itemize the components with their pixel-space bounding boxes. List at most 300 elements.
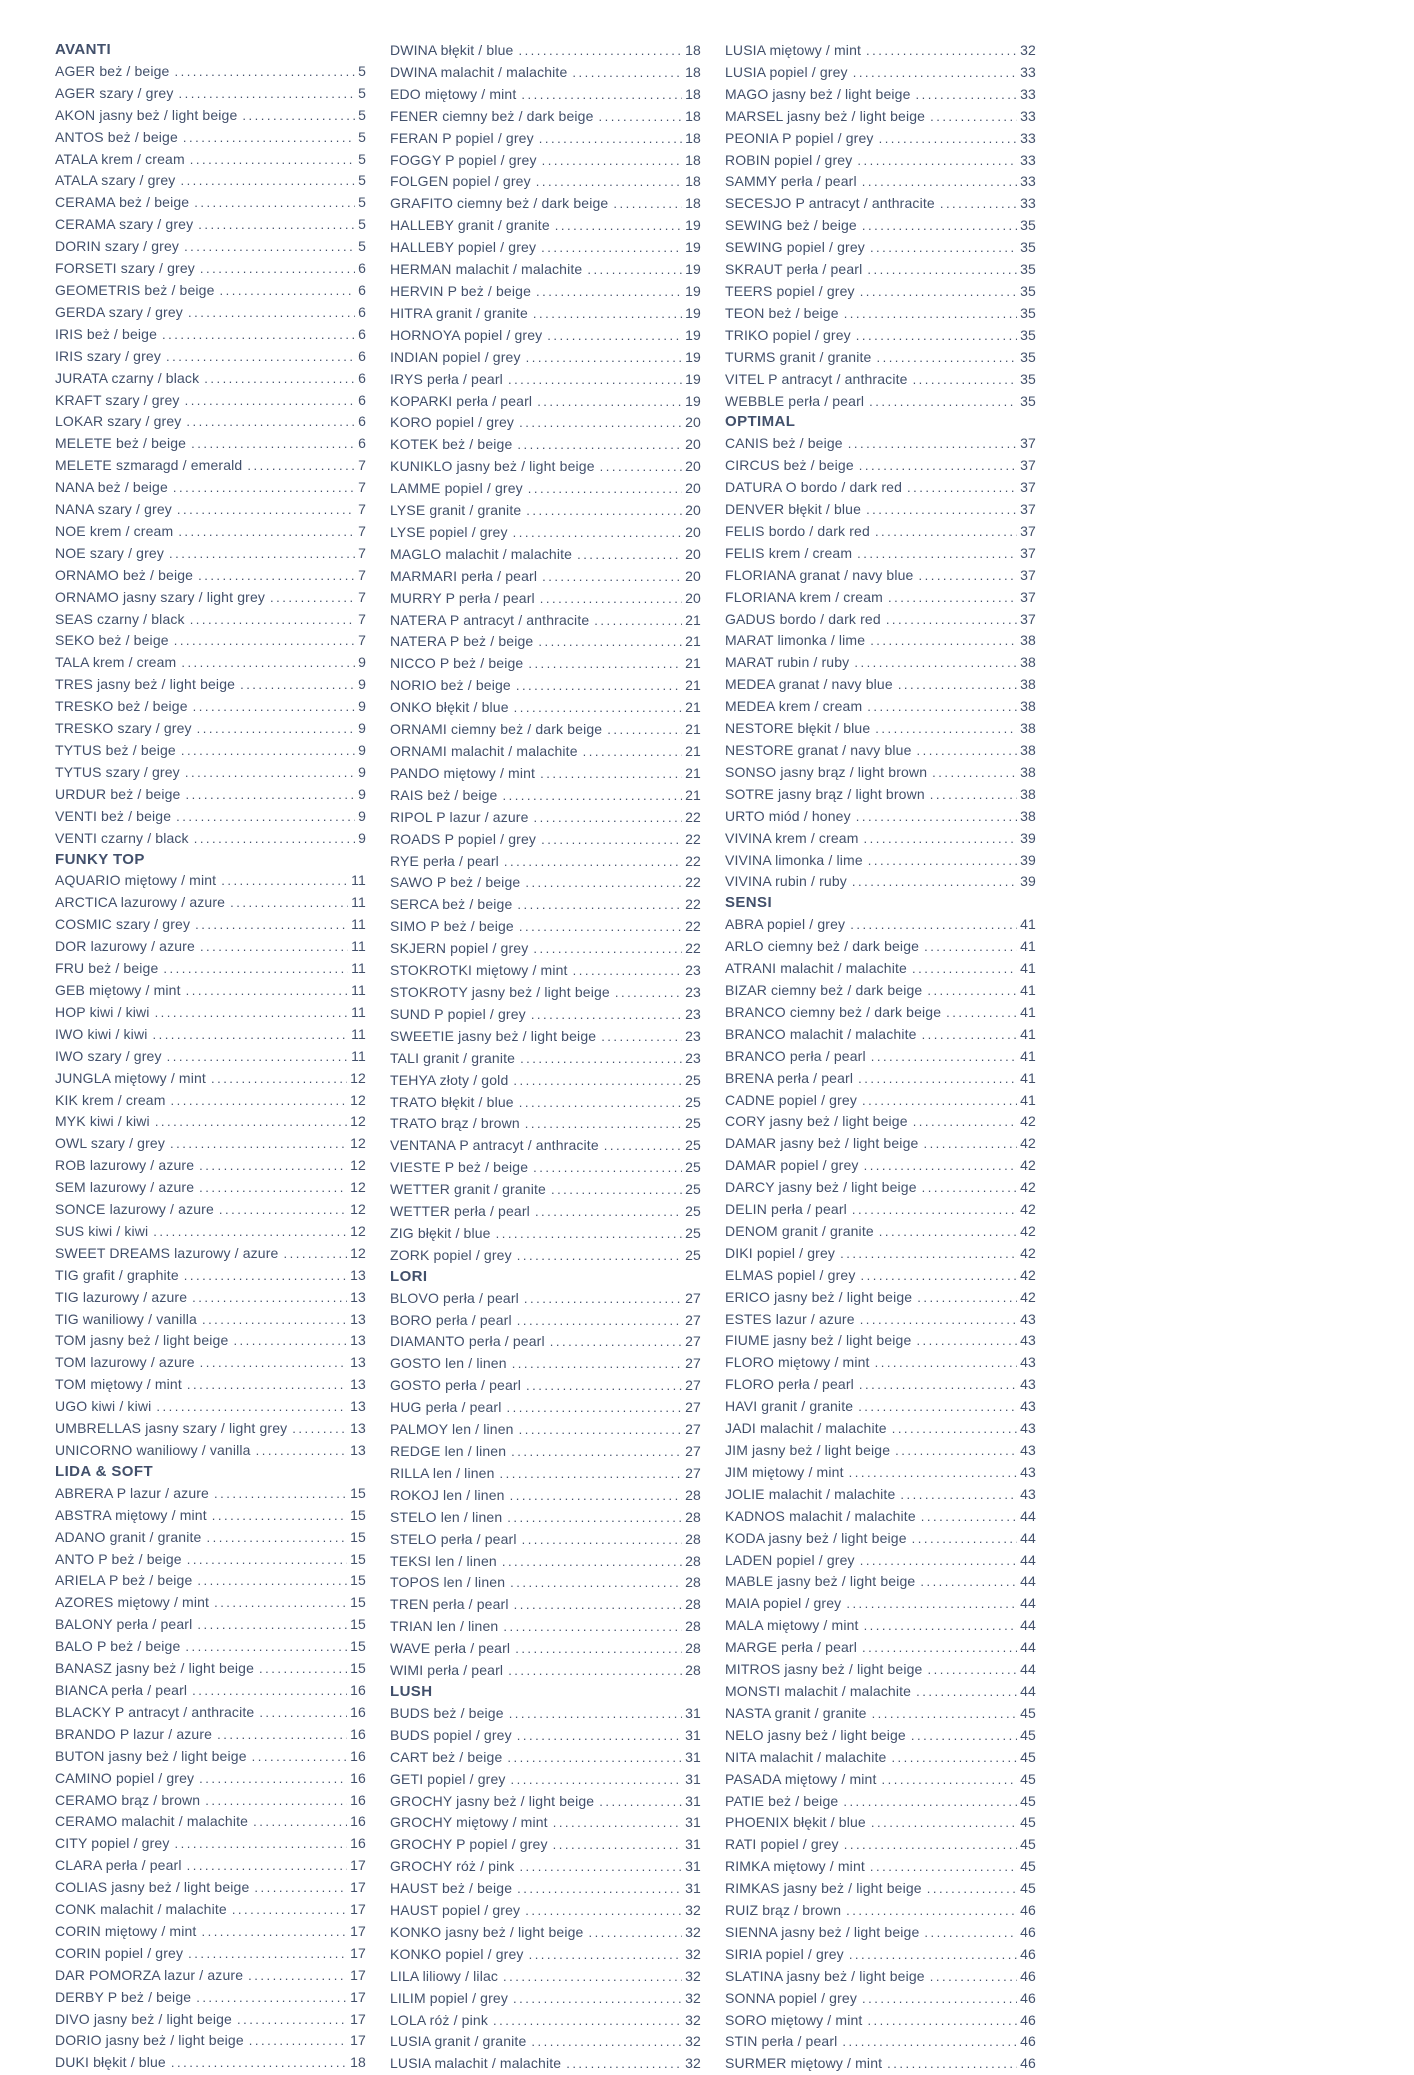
index-entry <box>390 193 701 215</box>
entry-page-number: 23 <box>685 1049 701 1066</box>
entry-page-number: 45 <box>1020 1836 1036 1853</box>
entry-label: PATIE beż / beige <box>725 1792 839 1809</box>
index-entry <box>725 1221 1036 1243</box>
index-entry <box>725 1484 1036 1506</box>
index-entry <box>55 806 366 828</box>
entry-page-number: 42 <box>1020 1222 1036 1239</box>
index-entry <box>390 1944 701 1966</box>
dot-leader <box>520 1048 682 1070</box>
entry-page-number: 12 <box>350 1091 366 1108</box>
entry-page-number: 44 <box>1020 1573 1036 1590</box>
entry-label: WETTER granit / granite <box>390 1181 546 1198</box>
index-entry <box>55 236 366 258</box>
entry-page-number: 43 <box>1020 1398 1036 1415</box>
index-entry <box>725 914 1036 936</box>
dot-leader <box>212 1505 347 1527</box>
dot-leader <box>526 500 682 522</box>
dot-leader <box>844 303 1017 325</box>
entry-label: HAUST popiel / grey <box>390 1902 521 1919</box>
entry-label: TURMS granit / granite <box>725 348 872 365</box>
index-entry <box>55 411 366 433</box>
entry-page-number: 43 <box>1020 1354 1036 1371</box>
entry-page-number: 17 <box>350 1966 366 1983</box>
index-entry <box>725 850 1036 872</box>
entry-page-number: 7 <box>358 522 366 539</box>
entry-label: LUSIA miętowy / mint <box>725 42 862 58</box>
dot-leader <box>859 1374 1017 1396</box>
dot-leader <box>920 1571 1017 1593</box>
entry-page-number: 19 <box>685 239 701 256</box>
index-entry <box>55 1899 366 1921</box>
entry-label: KOTEK beż / beige <box>390 436 513 453</box>
entry-label: ZORK popiel / grey <box>390 1246 512 1263</box>
dot-leader <box>232 1899 347 1921</box>
index-entry <box>55 1877 366 1899</box>
entry-page-number: 20 <box>685 502 701 519</box>
index-entry <box>390 829 701 851</box>
index-entry <box>390 500 701 522</box>
index-entry <box>725 1309 1036 1331</box>
entry-page-number: 18 <box>685 63 701 80</box>
index-entry <box>725 1528 1036 1550</box>
dot-leader <box>521 84 682 106</box>
dot-leader <box>577 544 682 566</box>
index-entry <box>725 587 1036 609</box>
entry-label: WIMI perła / pearl <box>390 1662 504 1679</box>
entry-page-number: 44 <box>1020 1682 1036 1699</box>
section-header: LORI <box>390 1267 428 1285</box>
entry-label: GOSTO len / linen <box>390 1355 507 1372</box>
entry-label: LOLA róż / pink <box>390 2011 488 2028</box>
entry-page-number: 45 <box>1020 1704 1036 1721</box>
dot-leader <box>599 1791 682 1813</box>
entry-label: DORIO jasny beż / light beige <box>55 2032 244 2049</box>
entry-page-number: 19 <box>685 304 701 321</box>
dot-leader <box>531 2031 682 2053</box>
dot-leader <box>922 1024 1018 1046</box>
entry-label: GRAFITO ciemny beż / dark beige <box>390 195 609 212</box>
dot-leader <box>517 1245 682 1267</box>
entry-page-number: 21 <box>685 611 701 628</box>
dot-leader <box>510 1485 683 1507</box>
entry-label: NASTA granit / granite <box>725 1704 867 1721</box>
dot-leader <box>248 1965 347 1987</box>
index-entry <box>55 1221 366 1243</box>
dot-leader <box>542 566 682 588</box>
index-entry <box>725 674 1036 696</box>
entry-label: BRANCO perła / pearl <box>725 1047 866 1064</box>
dot-leader <box>879 128 1018 150</box>
entry-label: MABLE jasny beż / light beige <box>725 1573 916 1590</box>
index-entry <box>55 346 366 368</box>
entry-label: CERAMA szary / grey <box>55 216 194 233</box>
entry-page-number: 12 <box>350 1244 366 1261</box>
dot-leader <box>178 83 355 105</box>
entry-label: VIVINA krem / cream <box>725 829 859 846</box>
entry-page-number: 9 <box>358 698 366 715</box>
index-entry <box>55 302 366 324</box>
index-entry <box>55 1396 366 1418</box>
entry-label: TIG lazurowy / azure <box>55 1288 188 1305</box>
entry-page-number: 13 <box>350 1288 366 1305</box>
entry-page-number: 17 <box>350 1988 366 2005</box>
entry-page-number: 6 <box>358 303 366 320</box>
dot-leader <box>240 674 355 696</box>
entry-label: KOPARKI perła / pearl <box>390 392 533 409</box>
entry-page-number: 32 <box>685 1902 701 1919</box>
dot-leader <box>924 1922 1017 1944</box>
entry-label: HERVIN P beż / beige <box>390 282 532 299</box>
dot-leader <box>867 259 1017 281</box>
entry-page-number: 38 <box>1020 720 1036 737</box>
dot-leader <box>856 806 1017 828</box>
dot-leader <box>886 609 1017 631</box>
entry-page-number: 20 <box>685 523 701 540</box>
dot-leader <box>254 1877 347 1899</box>
entry-label: JIM miętowy / mint <box>725 1463 844 1480</box>
index-entry <box>55 587 366 609</box>
entry-label: TREN perła / pearl <box>390 1596 509 1613</box>
index-entry <box>55 2009 366 2031</box>
entry-page-number: 11 <box>351 960 366 977</box>
dot-leader <box>875 521 1017 543</box>
entry-label: SERCA beż / beige <box>390 896 513 913</box>
entry-page-number: 25 <box>685 1224 701 1241</box>
dot-leader <box>517 434 682 456</box>
entry-page-number: 38 <box>1020 742 1036 758</box>
dot-leader <box>219 1199 347 1221</box>
index-entry <box>390 653 701 675</box>
entry-label: BALONY perła / pearl <box>55 1616 193 1633</box>
entry-label: ANTO P beż / beige <box>55 1550 182 1567</box>
entry-page-number: 15 <box>350 1506 366 1523</box>
entry-label: ATALA szary / grey <box>55 172 176 189</box>
entry-page-number: 5 <box>358 172 366 189</box>
dot-leader <box>178 521 355 543</box>
dot-leader <box>185 762 355 784</box>
dot-leader <box>876 347 1017 369</box>
dot-leader <box>162 324 355 346</box>
index-entry <box>725 325 1036 347</box>
dot-leader <box>513 1988 682 2010</box>
entry-label: SLATINA jasny beż / light beige <box>725 1967 925 1984</box>
index-entry <box>725 237 1036 259</box>
dot-leader <box>853 62 1017 84</box>
entry-page-number: 44 <box>1020 1639 1036 1656</box>
entry-label: COLIAS jasny beż / light beige <box>55 1879 250 1896</box>
entry-label: SEKO beż / beige <box>55 632 169 649</box>
index-entry <box>725 106 1036 128</box>
entry-page-number: 21 <box>685 786 701 803</box>
index-entry <box>725 150 1036 172</box>
entry-label: TYTUS szary / grey <box>55 763 180 780</box>
entry-page-number: 5 <box>358 150 366 167</box>
entry-label: DAR POMORZA lazur / azure <box>55 1966 244 1983</box>
index-entry <box>55 674 366 696</box>
dot-leader <box>912 958 1017 980</box>
index-entry <box>55 1811 366 1833</box>
dot-leader <box>867 2010 1017 2032</box>
entry-page-number: 17 <box>350 1922 366 1939</box>
index-entry <box>55 390 366 412</box>
entry-label: DENVER błękit / blue <box>725 501 862 518</box>
index-entry <box>55 543 366 565</box>
entry-page-number: 45 <box>1020 1726 1036 1743</box>
dot-leader <box>891 1747 1017 1769</box>
index-entry <box>55 1680 366 1702</box>
index-entry <box>390 1113 701 1135</box>
entry-label: ORNAMO jasny szary / light grey <box>55 588 266 605</box>
entry-label: CAMINO popiel / grey <box>55 1769 195 1786</box>
entry-label: EDO miętowy / mint <box>390 85 517 102</box>
dot-leader <box>930 106 1017 128</box>
dot-leader <box>174 61 355 83</box>
entry-page-number: 33 <box>1020 107 1036 124</box>
entry-label: NESTORE granat / navy blue <box>725 742 912 758</box>
dot-leader <box>177 499 355 521</box>
dot-leader <box>940 193 1017 215</box>
index-entry <box>725 543 1036 565</box>
dot-leader <box>202 1309 347 1331</box>
entry-page-number: 19 <box>685 348 701 365</box>
index-entry <box>390 1988 701 2010</box>
entry-label: LUSIA popiel / grey <box>725 63 848 80</box>
dot-leader <box>864 828 1018 850</box>
entry-label: CART beż / beige <box>390 1748 503 1765</box>
entry-label: PEONIA P popiel / grey <box>725 129 874 146</box>
dot-leader <box>153 1221 347 1243</box>
entry-page-number: 32 <box>685 1945 701 1962</box>
entry-label: UNICORNO waniliowy / vanilla <box>55 1442 251 1458</box>
entry-page-number: 23 <box>685 1005 701 1022</box>
entry-page-number: 5 <box>358 194 366 211</box>
entry-page-number: 18 <box>685 129 701 146</box>
entry-page-number: 7 <box>358 588 366 605</box>
entry-label: FELIS krem / cream <box>725 544 853 561</box>
entry-label: LOKAR szary / grey <box>55 413 182 430</box>
entry-page-number: 31 <box>685 1858 701 1875</box>
entry-page-number: 20 <box>685 480 701 497</box>
entry-label: BRANCO ciemny beż / dark beige <box>725 1003 942 1020</box>
index-entry <box>390 807 701 829</box>
entry-label: GROCHY P popiel / grey <box>390 1836 548 1853</box>
entry-label: AGER beż / beige <box>55 62 170 79</box>
entry-page-number: 42 <box>1020 1266 1036 1283</box>
dot-leader <box>849 1944 1017 1966</box>
entry-label: ORNAMI malachit / malachite <box>390 743 578 759</box>
dot-leader <box>868 850 1017 872</box>
dot-leader <box>866 499 1017 521</box>
dot-leader <box>528 653 682 675</box>
entry-label: IRYS perła / pearl <box>390 370 503 387</box>
index-entry <box>725 1988 1036 2010</box>
dot-leader <box>864 1155 1018 1177</box>
entry-label: TEKSI len / linen <box>390 1552 497 1569</box>
index-entry <box>725 1265 1036 1287</box>
index-entry <box>55 1090 366 1112</box>
index-column-3 <box>725 40 1036 2075</box>
entry-label: FLORO miętowy / mint <box>725 1354 870 1371</box>
index-entry <box>725 828 1036 850</box>
dot-leader <box>199 1155 347 1177</box>
dot-leader <box>871 1046 1017 1068</box>
entry-label: SUND P popiel / grey <box>390 1005 526 1022</box>
dot-leader <box>242 105 355 127</box>
entry-page-number: 21 <box>685 743 701 759</box>
index-entry <box>390 456 701 478</box>
entry-page-number: 5 <box>358 238 366 255</box>
index-entry <box>390 1551 701 1573</box>
entry-page-number: 39 <box>1020 851 1036 868</box>
entry-label: AZORES miętowy / mint <box>55 1594 210 1611</box>
entry-page-number: 22 <box>685 918 701 935</box>
index-entry <box>725 281 1036 303</box>
dot-leader <box>566 2053 682 2075</box>
dot-leader <box>194 828 355 850</box>
entry-page-number: 20 <box>685 589 701 606</box>
entry-page-number: 6 <box>358 413 366 430</box>
index-entry <box>725 1155 1036 1177</box>
index-entry <box>55 1614 366 1636</box>
entry-label: TEON beż / beige <box>725 304 839 321</box>
dot-leader <box>517 894 682 916</box>
dot-leader <box>500 1463 683 1485</box>
entry-label: NATERA P beż / beige <box>390 633 534 650</box>
dot-leader <box>866 40 1017 62</box>
dot-leader <box>187 1549 347 1571</box>
index-entry <box>390 1419 701 1441</box>
dot-leader <box>507 1747 682 1769</box>
index-entry <box>55 1374 366 1396</box>
index-entry <box>390 1310 701 1332</box>
entry-label: GADUS bordo / dark red <box>725 610 881 627</box>
index-entry <box>390 434 701 456</box>
entry-label: LYSE granit / granite <box>390 502 522 519</box>
entry-page-number: 35 <box>1020 261 1036 278</box>
dot-leader <box>594 610 682 632</box>
entry-label: LUSIA malachit / malachite <box>390 2055 562 2072</box>
entry-label: GROCHY jasny beż / light beige <box>390 1792 595 1809</box>
index-entry <box>390 478 701 500</box>
index-entry <box>55 609 366 631</box>
index-entry <box>390 938 701 960</box>
dot-leader <box>259 1702 347 1724</box>
entry-page-number: 15 <box>350 1572 366 1589</box>
index-entry <box>390 391 701 413</box>
dot-leader <box>230 892 348 914</box>
dot-leader <box>516 675 682 697</box>
entry-label: MAGO jasny beż / light beige <box>725 85 911 102</box>
dot-leader <box>930 784 1017 806</box>
entry-label: ELMAS popiel / grey <box>725 1266 856 1283</box>
index-entry <box>725 718 1036 740</box>
entry-page-number: 9 <box>358 807 366 824</box>
index-entry <box>390 1223 701 1245</box>
entry-label: VIESTE P beż / beige <box>390 1159 529 1176</box>
entry-page-number: 42 <box>1020 1113 1036 1130</box>
entry-page-number: 32 <box>685 1967 701 1984</box>
index-entry <box>55 828 366 850</box>
index-entry <box>725 1900 1036 1922</box>
dot-leader <box>195 914 348 936</box>
entry-page-number: 28 <box>685 1662 701 1679</box>
entry-page-number: 44 <box>1020 1507 1036 1524</box>
entry-label: BANASZ jasny beż / light beige <box>55 1660 255 1677</box>
entry-label: STOKROTKI miętowy / mint <box>390 962 568 979</box>
entry-page-number: 46 <box>1020 1967 1036 1984</box>
entry-page-number: 22 <box>685 874 701 891</box>
entry-label: BLACKY P antracyt / anthracite <box>55 1703 255 1720</box>
dot-leader <box>599 106 683 128</box>
entry-label: DARCY jasny beż / light beige <box>725 1179 917 1196</box>
dot-leader <box>848 433 1017 455</box>
entry-page-number: 15 <box>350 1528 366 1545</box>
entry-label: CONK malachit / malachite <box>55 1901 227 1918</box>
index-entry <box>55 127 366 149</box>
entry-page-number: 37 <box>1020 479 1036 496</box>
entry-label: VENTI czarny / black <box>55 829 189 846</box>
entry-label: ZIG błękit / blue <box>390 1224 491 1241</box>
entry-label: ORNAMO beż / beige <box>55 566 194 583</box>
index-entry <box>390 916 701 938</box>
dot-leader <box>613 193 682 215</box>
index-entry <box>725 1922 1036 1944</box>
index-entry <box>725 1812 1036 1834</box>
entry-page-number: 11 <box>351 916 366 933</box>
entry-label: ROB lazurowy / azure <box>55 1157 195 1174</box>
index-entry <box>725 433 1036 455</box>
entry-label: WEBBLE perła / pearl <box>725 392 865 409</box>
entry-label: TIG grafit / graphite <box>55 1266 179 1283</box>
index-entry <box>725 2053 1036 2075</box>
entry-page-number: 9 <box>358 763 366 780</box>
dot-leader <box>604 1135 682 1157</box>
entry-page-number: 45 <box>1020 1814 1036 1831</box>
index-entry <box>390 982 701 1004</box>
index-entry <box>725 1046 1036 1068</box>
entry-page-number: 21 <box>685 655 701 672</box>
index-entry <box>725 1111 1036 1133</box>
entry-page-number: 32 <box>1020 42 1036 58</box>
entry-page-number: 43 <box>1020 1420 1036 1437</box>
dot-leader <box>196 1987 347 2009</box>
dot-leader <box>156 1396 347 1418</box>
index-entry <box>55 1440 366 1462</box>
entry-label: LILIM popiel / grey <box>390 1989 509 2006</box>
dot-leader <box>200 936 348 958</box>
dot-leader <box>922 1177 1017 1199</box>
index-entry <box>55 1199 366 1221</box>
entry-label: DATURA O bordo / dark red <box>725 479 902 496</box>
entry-label: GETI popiel / grey <box>390 1770 506 1787</box>
dot-leader <box>924 936 1017 958</box>
entry-page-number: 25 <box>685 1137 701 1154</box>
dot-leader <box>916 84 1018 106</box>
entry-page-number: 44 <box>1020 1551 1036 1568</box>
dot-leader <box>233 1330 347 1352</box>
entry-page-number: 16 <box>350 1747 366 1764</box>
entry-label: CERAMO malachit / malachite <box>55 1813 249 1830</box>
index-entry <box>55 324 366 346</box>
dot-leader <box>155 1111 347 1133</box>
dot-leader <box>259 1658 347 1680</box>
dot-leader <box>862 1988 1017 2010</box>
dot-leader <box>550 1331 682 1353</box>
dot-leader <box>842 2031 1017 2053</box>
entry-page-number: 16 <box>350 1813 366 1830</box>
entry-label: SURMER miętowy / mint <box>725 2055 883 2072</box>
index-entry <box>725 806 1036 828</box>
